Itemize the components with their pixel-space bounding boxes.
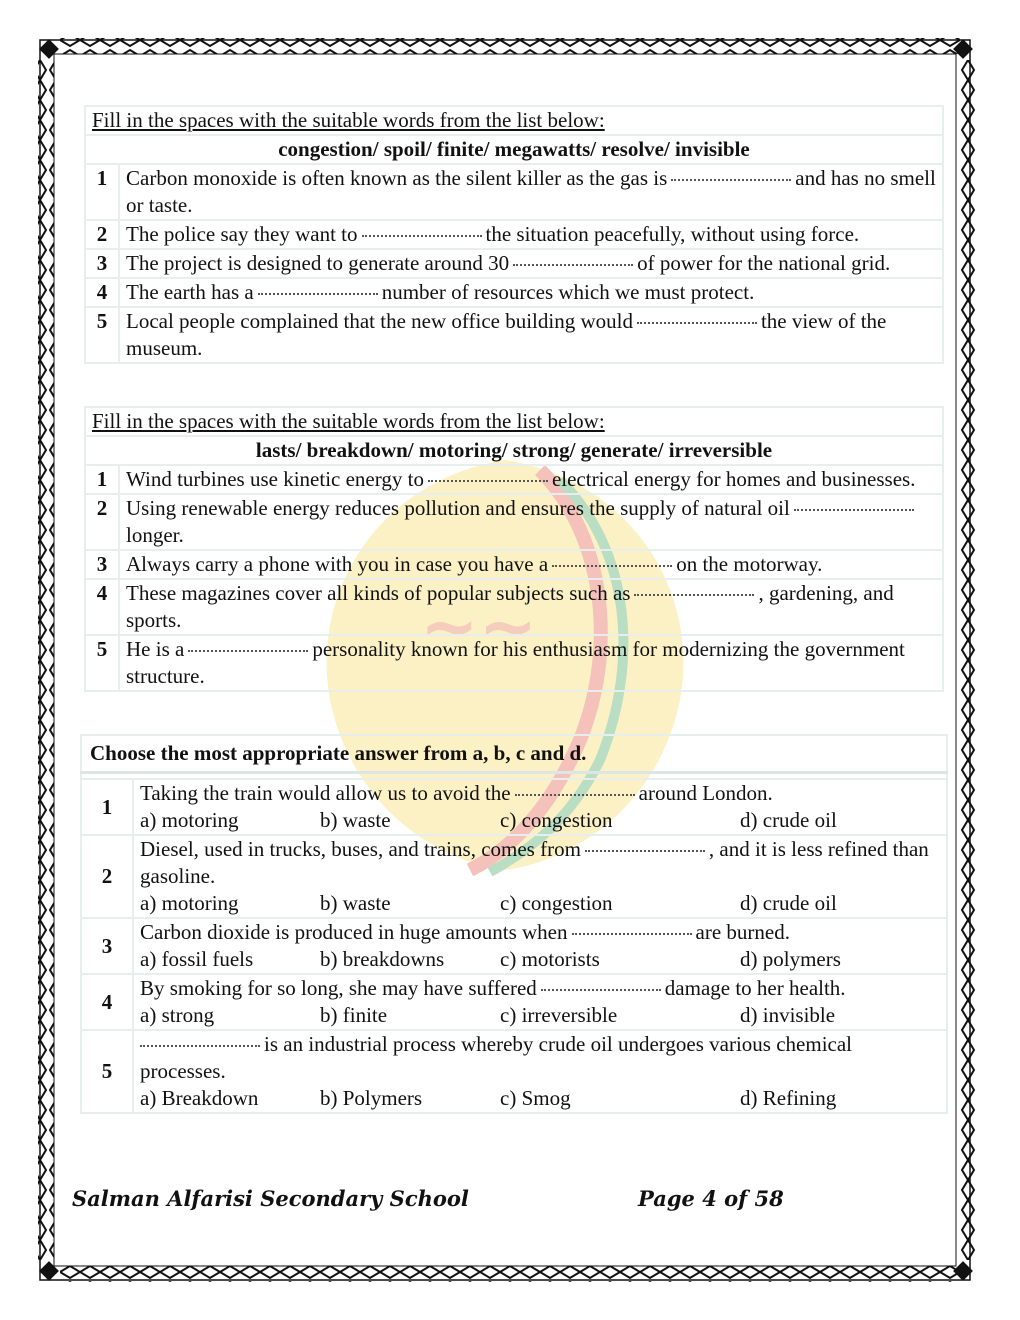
option-d[interactable]: d) polymers — [740, 947, 841, 971]
list-item: 3 Always carry a phone with you in case you have a on the motorway. — [85, 550, 943, 579]
list-item: 3 The project is designed to generate around 30 of power for the national grid. — [85, 249, 943, 278]
question-row: 3 Carbon dioxide is produced in huge amounts when are burned. a) fossil fuels b) breakdowns c) motorists d) polymers — [81, 918, 947, 974]
list-item: 1 Carbon monoxide is often known as the silent killer as the gas is and has no smell or taste. — [85, 164, 943, 220]
option-d[interactable]: d) crude oil — [740, 808, 837, 832]
option-c[interactable]: c) irreversible — [500, 1003, 618, 1027]
answer-blank[interactable] — [794, 505, 914, 511]
option-b[interactable]: b) Polymers — [320, 1086, 423, 1110]
option-b[interactable]: b) breakdowns — [320, 947, 445, 971]
fill-in-section-1 — [84, 105, 944, 364]
question-row: 5 is an industrial process whereby crude oil undergoes various chemical processes. a) Breakdown b) Polymers c) Smog d) Refining — [81, 1030, 947, 1113]
svg-text:~~: ~~ — [420, 585, 538, 667]
list-item: 5 He is a personality known for his enthusiasm for modernizing the government structure. — [85, 635, 943, 691]
list-item: 2 The police say they want to the situation peacefully, without using force. — [85, 220, 943, 249]
footer-page-number: Page 4 of 58 — [638, 1186, 784, 1211]
section-3-heading: Choose the most appropriate answer from a, b, c and d. — [81, 735, 947, 773]
answer-blank[interactable] — [541, 985, 661, 991]
answer-blank[interactable] — [634, 590, 754, 596]
option-a[interactable]: a) strong — [140, 1003, 215, 1027]
answer-blank[interactable] — [637, 318, 757, 324]
question-row: 4 By smoking for so long, she may have suffered damage to her health. a) strong b) finite c) irreversible d) invisible — [81, 974, 947, 1030]
answer-blank[interactable] — [258, 289, 378, 295]
option-a[interactable]: a) fossil fuels — [140, 947, 254, 971]
answer-blank[interactable] — [552, 561, 672, 567]
section-2-word-list: lasts/ breakdown/ motoring/ strong/ generate/ irreversible — [85, 436, 943, 465]
answer-blank[interactable] — [188, 646, 308, 652]
option-c[interactable]: c) motorists — [500, 947, 600, 971]
list-item: 4 These magazines cover all kinds of popular subjects such as , gardening, and sports. — [85, 579, 943, 635]
answer-blank[interactable] — [428, 476, 548, 482]
answer-blank[interactable] — [515, 790, 635, 796]
answer-blank[interactable] — [362, 231, 482, 237]
option-b[interactable]: b) waste — [320, 808, 391, 832]
answer-blank[interactable] — [671, 175, 791, 181]
list-item: 1 Wind turbines use kinetic energy to electrical energy for homes and businesses. — [85, 465, 943, 494]
section-1-word-list: congestion/ spoil/ finite/ megawatts/ resolve/ invisible — [85, 135, 943, 164]
section-1-instruction: Fill in the spaces with the suitable words from the list below: — [85, 106, 943, 135]
answer-blank[interactable] — [513, 260, 633, 266]
option-c[interactable]: c) congestion — [500, 891, 613, 915]
answer-blank[interactable] — [140, 1041, 260, 1047]
option-c[interactable]: c) congestion — [500, 808, 613, 832]
list-item: 5 Local people complained that the new office building would the view of the museum. — [85, 307, 943, 363]
section-2-instruction: Fill in the spaces with the suitable words from the list below: — [85, 407, 943, 436]
option-c[interactable]: c) Smog — [500, 1086, 571, 1110]
option-d[interactable]: d) invisible — [740, 1003, 836, 1027]
option-a[interactable]: a) Breakdown — [140, 1086, 259, 1110]
list-item: 4 The earth has a number of resources which we must protect. — [85, 278, 943, 307]
answer-blank[interactable] — [585, 846, 705, 852]
option-b[interactable]: b) waste — [320, 891, 391, 915]
option-b[interactable]: b) finite — [320, 1003, 388, 1027]
list-item: 2 Using renewable energy reduces pollution and ensures the supply of natural oillonger. — [85, 494, 943, 550]
question-row: 1 Taking the train would allow us to avoid the around London. a) motoring b) waste c) congestion d) crude oil — [81, 779, 947, 835]
footer-school-name: Salman Alfarisi Secondary School — [72, 1186, 469, 1211]
multiple-choice-section — [80, 734, 948, 1114]
option-d[interactable]: d) Refining — [740, 1086, 837, 1110]
option-a[interactable]: a) motoring — [140, 808, 239, 832]
fill-in-section-2 — [84, 406, 944, 692]
answer-blank[interactable] — [572, 929, 692, 935]
question-row: 2 Diesel, used in trucks, buses, and trains, comes from , and it is less refined than gasoline. a) motoring b) waste c) congestion d) crude oil — [81, 835, 947, 918]
option-a[interactable]: a) motoring — [140, 891, 239, 915]
option-d[interactable]: d) crude oil — [740, 891, 837, 915]
